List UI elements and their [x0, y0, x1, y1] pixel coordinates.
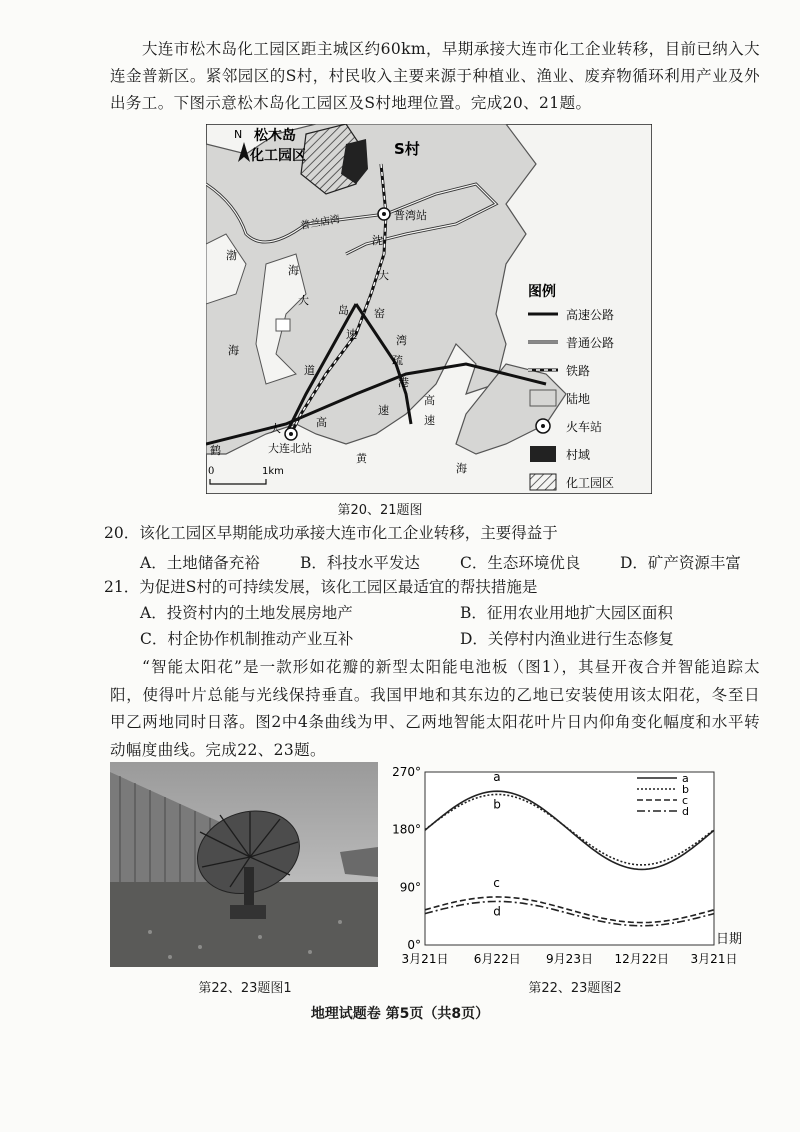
village-label: S村 [394, 140, 420, 158]
svg-text:大: 大 [270, 422, 281, 435]
legend-label: d [682, 805, 689, 818]
legend-label: b [682, 783, 689, 796]
location-map [206, 124, 652, 494]
svg-text:速: 速 [378, 404, 389, 417]
svg-text:普湾站: 普湾站 [394, 209, 427, 222]
svg-text:火车站: 火车站 [566, 420, 603, 434]
svg-text:港: 港 [398, 376, 409, 389]
park-label-1: 松木岛 [254, 128, 296, 144]
question-20-option-d[interactable]: D．矿产资源丰富 [620, 554, 741, 572]
x-tick-label: 3月21日 [401, 952, 449, 966]
svg-text:海: 海 [456, 462, 467, 475]
svg-text:黄: 黄 [356, 452, 367, 465]
angle-chart [392, 760, 750, 975]
svg-text:岛: 岛 [338, 304, 349, 317]
svg-text:道: 道 [304, 364, 315, 377]
intro-paragraph-2: “智能太阳花”是一款形如花瓣的新型太阳能电池板（图1），其昼开夜合并智能追踪太阳，使得叶片总能与光线保持垂直。我国甲地和其东边的乙地已安装使用该太阳花，冬至日甲乙两地同时日落。图2中4条曲线为甲、乙两地智能太阳花叶片日内仰角变化幅度和水平转动幅度曲线。完成22、23题。 [110, 658, 760, 759]
svg-text:普兰店湾: 普兰店湾 [299, 214, 341, 232]
map-caption: 第20、21题图 [337, 503, 423, 518]
svg-text:湾: 湾 [396, 334, 407, 347]
x-tick-label: 6月22日 [473, 952, 521, 966]
question-21-option-c[interactable]: C．村企协作机制推动产业互补 [140, 630, 354, 648]
svg-text:图例: 图例 [528, 284, 556, 300]
question-20-option-c[interactable]: C．生态环境优良 [460, 554, 581, 572]
svg-text:速: 速 [424, 414, 435, 427]
svg-text:普通公路: 普通公路 [566, 336, 615, 350]
y-tick-label: 90° [399, 880, 421, 895]
intro-paragraph-1: 大连市松木岛化工园区距主城区约60km，早期承接大连市化工企业转移，目前已纳入大连金普新区。紧邻园区的S村，村民收入主要来源于种植业、渔业、废弃物循环利用产业及外出务工。下图示意松木岛化工园区及S村地理位置。完成20、21题。 [110, 40, 760, 112]
y-tick-label: 0° [407, 938, 421, 952]
svg-text:沈: 沈 [372, 234, 383, 247]
svg-text:高: 高 [424, 394, 435, 407]
svg-text:铁路: 铁路 [566, 364, 591, 378]
question-21-option-b[interactable]: B．征用农业用地扩大园区面积 [460, 604, 673, 622]
svg-text:N: N [234, 128, 243, 141]
x-tick-label: 3月21日 [690, 952, 738, 966]
question-21-option-d[interactable]: D．关停村内渔业进行生态修复 [460, 630, 674, 648]
svg-text:鹤: 鹤 [210, 444, 221, 457]
y-tick-label: 180° [392, 822, 421, 837]
svg-text:大: 大 [378, 269, 389, 282]
svg-text:海: 海 [228, 344, 239, 357]
fig2-caption: 第22、23题图2 [528, 981, 622, 996]
x-tick-label: 9月23日 [546, 952, 593, 966]
fig1-caption: 第22、23题图1 [198, 981, 292, 996]
svg-text:村域: 村域 [566, 448, 591, 462]
svg-text:高速公路: 高速公路 [566, 308, 615, 322]
question-20-option-a[interactable]: A．土地储备充裕 [140, 554, 260, 572]
question-20-stem: 20．该化工园区早期能成功承接大连市化工企业转移，主要得益于 [104, 524, 558, 542]
park-label-2: 化工园区 [250, 148, 306, 164]
svg-text:化工园区: 化工园区 [566, 476, 615, 490]
question-20-option-b[interactable]: B．科技水平发达 [300, 554, 420, 572]
svg-text:海: 海 [288, 264, 299, 277]
svg-text:窑: 窑 [374, 307, 385, 320]
legend-label: a [682, 772, 689, 785]
x-axis-label: 日期 [716, 932, 743, 947]
curve-label: c [493, 875, 500, 890]
curve-label: d [493, 904, 501, 919]
svg-text:高: 高 [316, 416, 327, 429]
x-tick-label: 12月22日 [614, 952, 670, 966]
svg-text:大: 大 [298, 294, 309, 307]
y-tick-label: 270° [392, 765, 421, 779]
curve-label: b [493, 797, 501, 812]
svg-text:0: 0 [208, 466, 215, 477]
svg-text:1km: 1km [262, 466, 284, 477]
svg-text:疏: 疏 [392, 354, 403, 367]
solar-flower-photo [110, 762, 378, 967]
question-21-stem: 21．为促进S村的可持续发展，该化工园区最适宜的帮扶措施是 [104, 578, 538, 596]
svg-text:大连北站: 大连北站 [268, 442, 312, 455]
curve-label: a [493, 770, 501, 785]
page-footer: 地理试题卷 第5页（共8页） [310, 1006, 490, 1022]
svg-text:陆地: 陆地 [566, 392, 591, 406]
question-21-option-a[interactable]: A．投资村内的土地发展房地产 [140, 604, 353, 622]
svg-text:速: 速 [346, 328, 357, 341]
svg-text:渤: 渤 [226, 249, 237, 262]
legend-label: c [682, 794, 689, 807]
